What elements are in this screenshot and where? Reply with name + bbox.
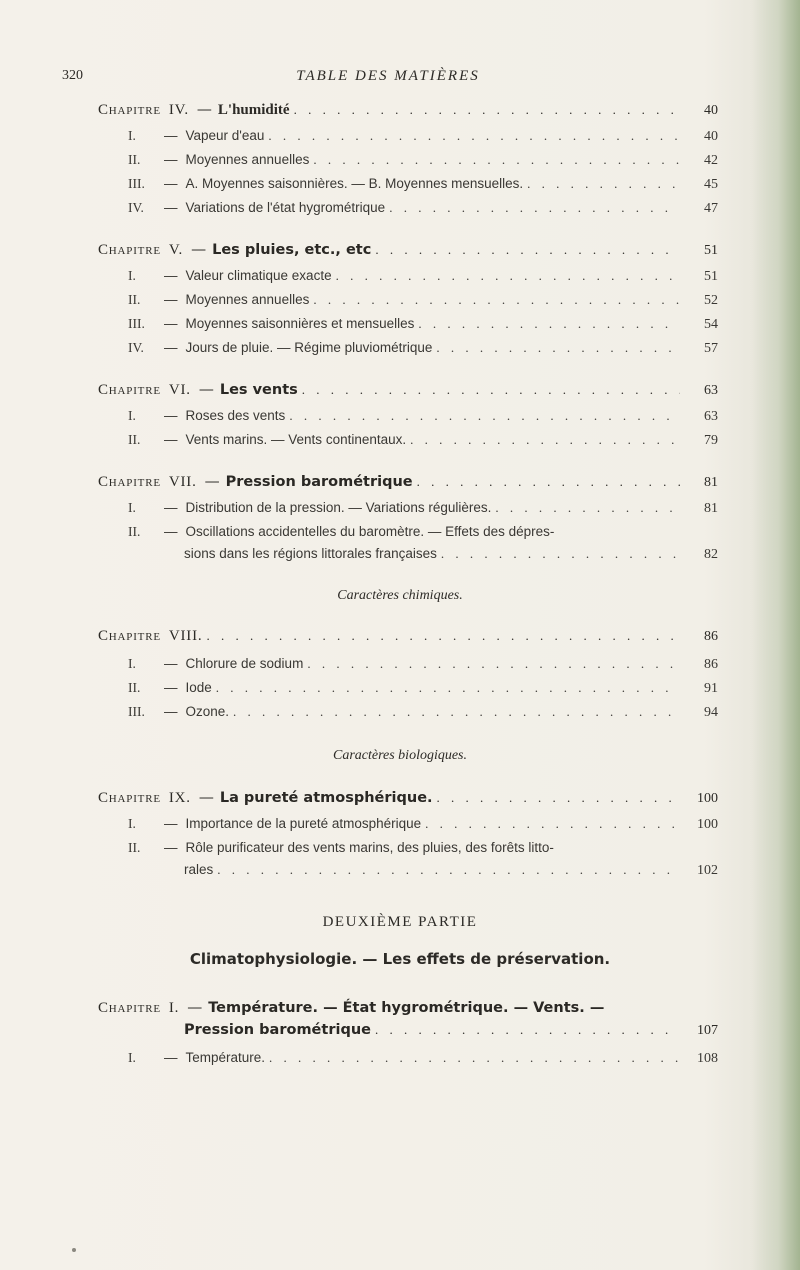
page-header — [62, 68, 714, 92]
toc-section: II. — Moyennes annuelles . . . 52 — [128, 292, 718, 309]
section-number: I. — [128, 500, 136, 515]
page-ref: 51 — [704, 243, 718, 258]
toc-part2-chapter-i: Chapitre I. — Température. — État hygrométrique. — Vents. — — [98, 998, 605, 1016]
section-number: IV. — [128, 340, 144, 355]
section-title: Iode — [185, 680, 212, 695]
section-title: Moyennes annuelles — [185, 152, 310, 167]
group-subtitle: Caractères chimiques. — [337, 588, 463, 603]
dot-leader — [495, 500, 680, 516]
section-number: II. — [128, 840, 141, 855]
toc-section: I. — Vapeur d'eau . . . 40 — [128, 128, 718, 145]
section-title: Température. — [185, 1050, 266, 1065]
dot-leader — [233, 704, 680, 720]
toc-section: III. — Moyennes saisonnières et mensuelles . . . 54 — [128, 316, 718, 333]
chapter-title: Pression barométrique — [225, 474, 413, 490]
toc-section: II. — Rôle purificateur des vents marins, des pluies, des forêts litto- — [128, 840, 554, 855]
section-number: II. — [128, 292, 141, 307]
chapter-title: Les pluies, etc., etc — [212, 242, 372, 258]
dot-leader — [437, 790, 680, 806]
section-number: I. — [128, 816, 136, 831]
page-ref: 107 — [697, 1023, 718, 1038]
chapter-number: IV. — [168, 102, 189, 118]
toc-chapter-iv: Chapitre IV. — L'humidité . . . 40 — [98, 100, 718, 119]
toc-section: I. — Roses des vents . . . 63 — [128, 408, 718, 425]
chapter-number: VI. — [168, 382, 191, 398]
page-ref: 108 — [697, 1051, 718, 1066]
section-title: Chlorure de sodium — [185, 656, 304, 671]
chapter-label: Chapitre — [98, 474, 161, 490]
dot-leader — [294, 102, 680, 118]
page-ref: 100 — [697, 791, 718, 806]
dot-leader — [375, 1022, 680, 1038]
section-title-continuation: sions dans les régions littorales françaises — [184, 546, 437, 561]
dot-leader — [216, 680, 680, 696]
toc-chapter-vii: Chapitre VII. — Pression barométrique . . . 81 — [98, 472, 718, 491]
section-title: Jours de pluie. — Régime pluviométrique — [185, 340, 433, 355]
section-number: II. — [128, 680, 141, 695]
section-title: Oscillations accidentelles du baromètre. — Effets des dépres- — [185, 524, 555, 539]
section-number: I. — [128, 1050, 136, 1065]
dot-leader — [441, 546, 680, 562]
toc-section: IV. — Variations de l'état hygrométrique . . . 47 — [128, 200, 718, 217]
section-number: II. — [128, 432, 141, 447]
chapter-label: Chapitre — [98, 628, 161, 644]
toc-section: II. — Moyennes annuelles . . . 42 — [128, 152, 718, 169]
running-head: TABLE DES MATIÈRES — [296, 68, 480, 84]
section-title: Rôle purificateur des vents marins, des pluies, des forêts litto- — [185, 840, 554, 855]
part-heading: DEUXIÈME PARTIE — [322, 914, 478, 930]
dot-leader — [206, 628, 680, 644]
dot-leader — [313, 292, 680, 308]
page-edge-shadow — [752, 0, 800, 1270]
dot-leader — [307, 656, 680, 672]
page-ref: 42 — [704, 153, 718, 168]
section-title: Ozone. — [185, 704, 230, 719]
section-title: Moyennes annuelles — [185, 292, 310, 307]
page-ref: 47 — [704, 201, 718, 216]
dot-leader — [375, 242, 680, 258]
page-ref: 86 — [704, 657, 718, 672]
dot-leader — [313, 152, 680, 168]
toc-section: II. — Oscillations accidentelles du baromètre. — Effets des dépres- — [128, 524, 555, 539]
section-title: Vapeur d'eau — [185, 128, 265, 143]
page-ref: 40 — [704, 103, 718, 118]
dot-leader — [289, 408, 680, 424]
chapter-title: Température. — État hygrométrique. — Vents. — — [208, 1000, 605, 1016]
section-number: I. — [128, 408, 136, 423]
dot-leader — [268, 128, 680, 144]
page-ref: 45 — [704, 177, 718, 192]
toc-section-continuation — [184, 862, 718, 879]
part-subheading: Climatophysiologie. — Les effets de préservation. — [189, 950, 611, 968]
group-subtitle: Caractères biologiques. — [332, 748, 468, 763]
toc-part2-chapter-i-continuation — [184, 1022, 718, 1039]
dot-leader — [417, 474, 680, 490]
section-number: III. — [128, 176, 145, 191]
toc-section: I. — Température. . . . 108 — [128, 1050, 718, 1067]
chapter-label: Chapitre — [98, 790, 161, 806]
section-title: Importance de la pureté atmosphérique — [185, 816, 422, 831]
dot-leader — [425, 816, 680, 832]
page-ref: 81 — [704, 501, 718, 516]
toc-section: IV. — Jours de pluie. — Régime pluviométrique . . . 57 — [128, 340, 718, 357]
page-number: 320 — [62, 68, 83, 83]
chapter-number: VIII. — [168, 628, 203, 644]
chapter-label: Chapitre — [98, 382, 161, 398]
dot-leader — [269, 1050, 680, 1066]
page-ref: 63 — [704, 409, 718, 424]
dot-leader — [302, 382, 680, 398]
section-title: Valeur climatique exacte — [185, 268, 332, 283]
section-title: Vents marins. — Vents continentaux. — [185, 432, 407, 447]
toc-section: I. — Distribution de la pression. — Variations régulières. . . . 81 — [128, 500, 718, 517]
chapter-label: Chapitre — [98, 102, 161, 118]
page-ref: 54 — [704, 317, 718, 332]
page-ref: 82 — [704, 547, 718, 562]
section-number: I. — [128, 656, 136, 671]
page-ref: 79 — [704, 433, 718, 448]
page-ref: 100 — [697, 817, 718, 832]
chapter-label: Chapitre — [98, 1000, 161, 1016]
toc-chapter-ix: Chapitre IX. — La pureté atmosphérique. . . . 100 — [98, 788, 718, 807]
section-number: IV. — [128, 200, 144, 215]
section-number: II. — [128, 524, 141, 539]
dot-leader — [418, 316, 680, 332]
dot-leader — [527, 176, 680, 192]
page-ref: 52 — [704, 293, 718, 308]
chapter-title: L'humidité — [217, 102, 290, 118]
stray-ink-dot — [72, 1248, 76, 1252]
chapter-title: Les vents — [219, 382, 298, 398]
page-ref: 40 — [704, 129, 718, 144]
toc-section: I. — Chlorure de sodium . . . 86 — [128, 656, 718, 673]
page-ref: 86 — [704, 629, 718, 644]
section-number: III. — [128, 704, 145, 719]
chapter-number: IX. — [168, 790, 191, 806]
page-ref: 51 — [704, 269, 718, 284]
toc-section: II. — Iode . . . 91 — [128, 680, 718, 697]
dot-leader — [217, 862, 680, 878]
toc-section: I. — Valeur climatique exacte . . . 51 — [128, 268, 718, 285]
dot-leader — [436, 340, 680, 356]
chapter-number: V. — [168, 242, 184, 258]
section-title: A. Moyennes saisonnières. — B. Moyennes mensuelles. — [185, 176, 524, 191]
section-number: III. — [128, 316, 145, 331]
toc-section: III. — A. Moyennes saisonnières. — B. Moyennes mensuelles. . . . 45 — [128, 176, 718, 193]
dot-leader — [410, 432, 680, 448]
section-title: Variations de l'état hygrométrique — [185, 200, 386, 215]
page-ref: 102 — [697, 863, 718, 878]
chapter-title-continuation: Pression barométrique — [184, 1022, 371, 1038]
chapter-title: La pureté atmosphérique. — [219, 790, 433, 806]
toc-section: III. — Ozone. . . . 94 — [128, 704, 718, 721]
dot-leader — [336, 268, 680, 284]
toc-section: II. — Vents marins. — Vents continentaux. . . . 79 — [128, 432, 718, 449]
section-title: Distribution de la pression. — Variations régulières. — [185, 500, 492, 515]
section-title-continuation: rales — [184, 862, 214, 877]
toc-chapter-viii — [98, 628, 718, 645]
toc-chapter-vi: Chapitre VI. — Les vents . . . 63 — [98, 380, 718, 399]
page-ref: 63 — [704, 383, 718, 398]
chapter-number: I. — [168, 1000, 180, 1016]
chapter-number: VII. — [168, 474, 197, 490]
page-ref: 94 — [704, 705, 718, 720]
toc-chapter-v: Chapitre V. — Les pluies, etc., etc . . . 51 — [98, 240, 718, 259]
dot-leader — [389, 200, 680, 216]
page-ref: 57 — [704, 341, 718, 356]
section-title: Roses des vents — [185, 408, 286, 423]
page-ref: 81 — [704, 475, 718, 490]
chapter-label: Chapitre — [98, 242, 161, 258]
toc-section: I. — Importance de la pureté atmosphérique . . . 100 — [128, 816, 718, 833]
section-number: II. — [128, 152, 141, 167]
section-title: Moyennes saisonnières et mensuelles — [185, 316, 415, 331]
toc-section-continuation — [184, 546, 718, 563]
page-ref: 91 — [704, 681, 718, 696]
section-number: I. — [128, 128, 136, 143]
section-number: I. — [128, 268, 136, 283]
